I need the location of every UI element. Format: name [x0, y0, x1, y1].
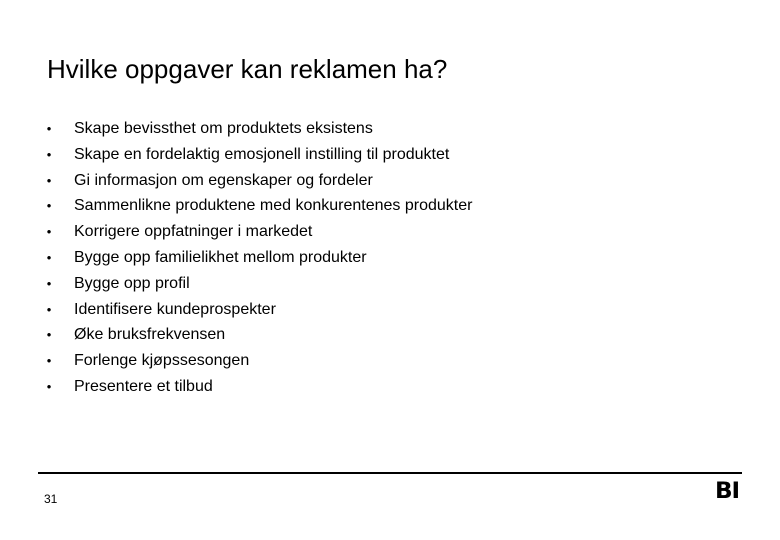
- bullet-dot: •: [46, 327, 52, 343]
- bullet-dot: •: [46, 198, 52, 214]
- bullet-text: Skape en fordelaktig emosjonell instilling til produktet: [74, 145, 450, 163]
- bullet-dot: •: [46, 121, 52, 136]
- bullet-dot: •: [46, 172, 52, 188]
- bullet-text: Korrigere oppfatninger i markedet: [74, 223, 313, 241]
- page-number: 31: [44, 492, 58, 506]
- bullet-text: Bygge opp profil: [74, 274, 190, 292]
- bullet-text: Skape bevissthet om produktets eksistens: [74, 120, 373, 137]
- bullet-text: Identifisere kundeprospekter: [74, 300, 276, 318]
- bullet-dot: •: [46, 146, 52, 162]
- bullet-text: Sammenlikne produktene med konkurentenes produkter: [74, 197, 473, 215]
- bi-logo: BI: [715, 479, 740, 504]
- bullet-text: Forlenge kjøpssesongen: [74, 352, 250, 370]
- bullet-dot: •: [46, 275, 52, 291]
- slide-title: Hvilke oppgaver kan reklamen ha?: [47, 54, 448, 84]
- bullet-dot: •: [46, 249, 52, 265]
- bullet-dot: •: [46, 378, 52, 394]
- bullet-text: Bygge opp familielikhet mellom produkter: [74, 248, 367, 266]
- bullet-dot: •: [46, 301, 52, 317]
- bullet-dot: •: [46, 353, 52, 369]
- bullet-text: Øke bruksfrekvensen: [74, 326, 226, 344]
- bullet-dot: •: [46, 224, 52, 240]
- bullet-text: Presentere et tilbud: [74, 377, 213, 395]
- bullet-text: Gi informasjon om egenskaper og fordeler: [74, 171, 373, 189]
- footer-divider: [38, 472, 742, 474]
